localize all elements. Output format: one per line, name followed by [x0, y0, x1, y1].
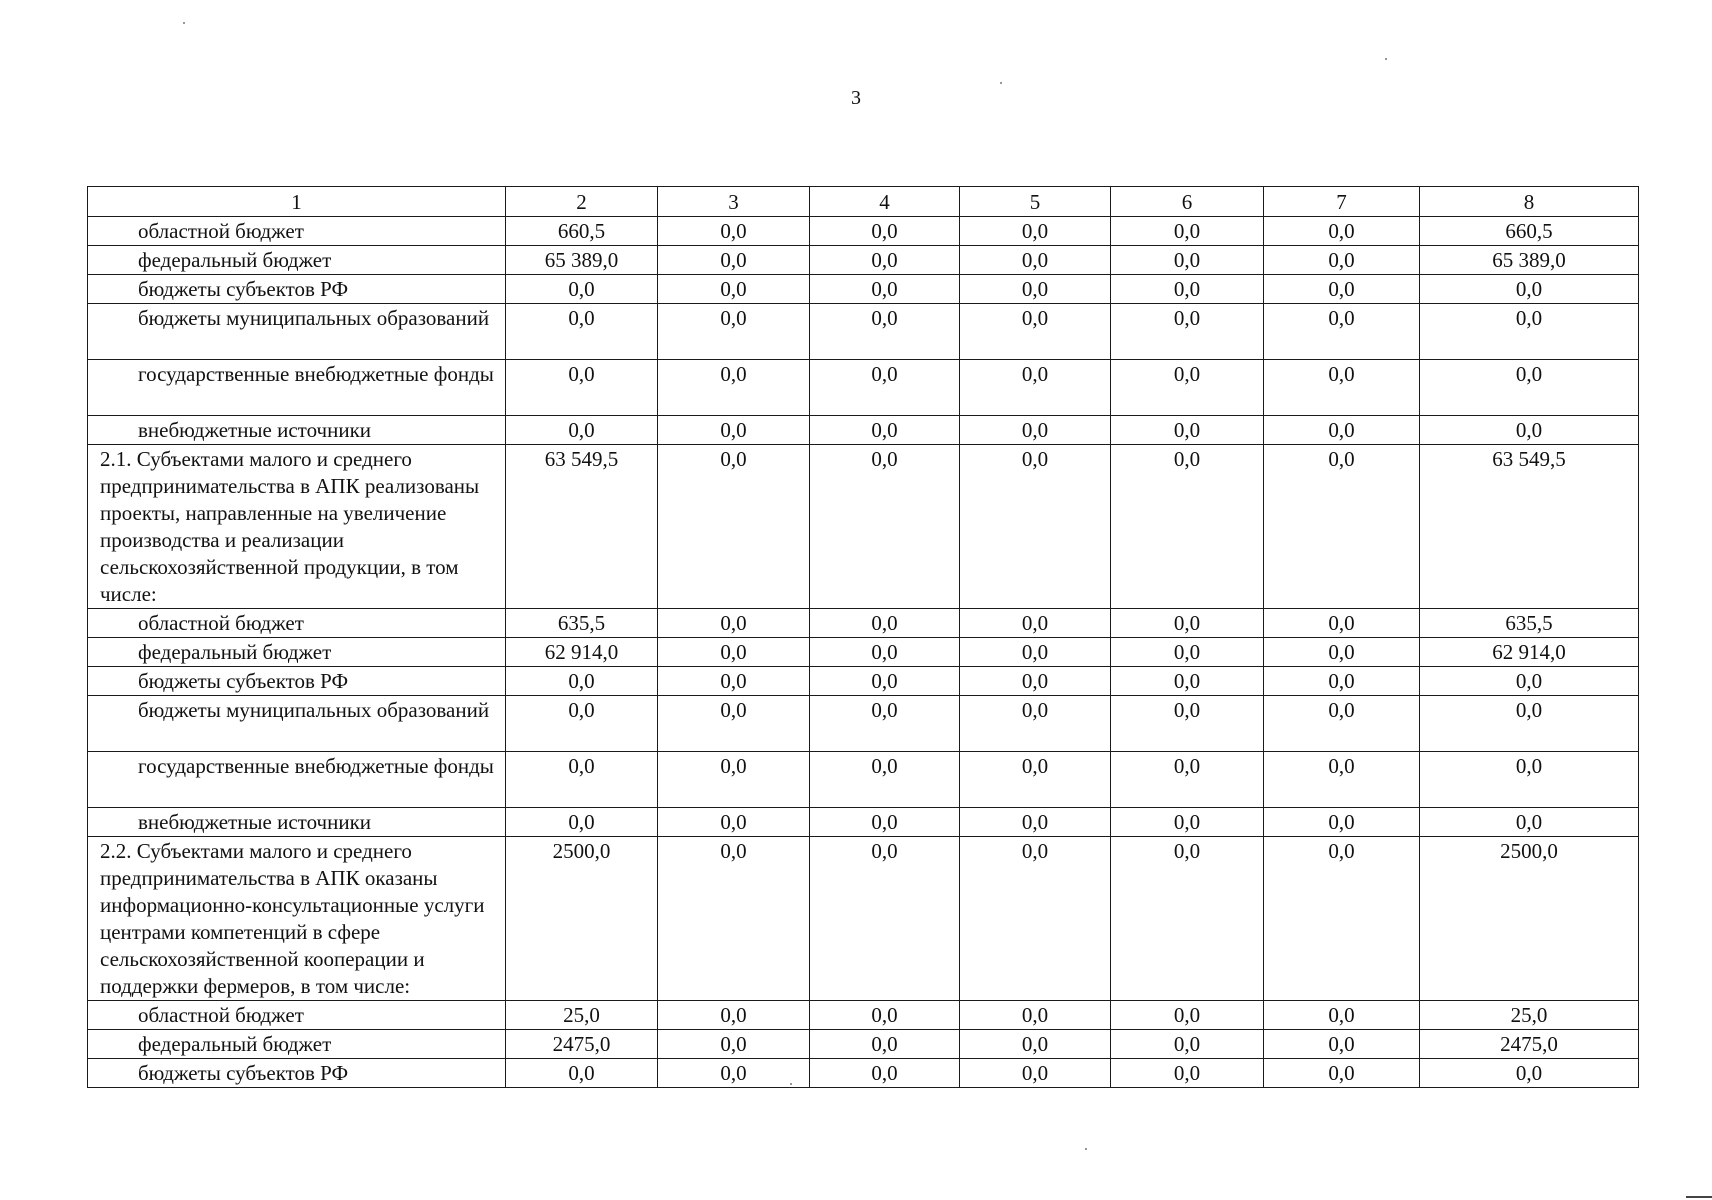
indicator-label: 2.1. Субъектами малого и среднего предпринимательства в АПК реализованы проекты, направленные на увеличение производства и реализации сельскохозяйственной продукции, в том числе: [88, 445, 506, 609]
budget-source-row [88, 667, 1639, 696]
value-cell: 0,0 [1420, 808, 1639, 837]
budget-source-row [88, 752, 1639, 808]
value-cell: 2475,0 [1420, 1030, 1639, 1059]
scan-speck [790, 1083, 792, 1085]
value-cell: 0,0 [1420, 360, 1639, 416]
value-cell: 0,0 [1264, 752, 1420, 808]
scan-speck [1385, 58, 1387, 60]
value-cell: 0,0 [658, 638, 810, 667]
scan-speck [1085, 1148, 1087, 1150]
value-cell: 0,0 [658, 416, 810, 445]
budget-source-label: федеральный бюджет [88, 246, 506, 275]
budget-source-row [88, 304, 1639, 360]
scan-edge-mark [1686, 1196, 1712, 1198]
value-cell: 0,0 [658, 1001, 810, 1030]
value-cell: 0,0 [1111, 837, 1264, 1001]
value-cell: 0,0 [960, 275, 1111, 304]
value-cell: 0,0 [1420, 304, 1639, 360]
budget-source-label: областной бюджет [88, 1001, 506, 1030]
value-cell: 25,0 [506, 1001, 658, 1030]
budget-source-label: бюджеты муниципальных образований [88, 304, 506, 360]
value-cell: 0,0 [1264, 609, 1420, 638]
budget-source-label: государственные внебюджетные фонды [88, 752, 506, 808]
value-cell: 0,0 [1420, 696, 1639, 752]
value-cell: 0,0 [506, 416, 658, 445]
value-cell: 0,0 [658, 246, 810, 275]
value-cell: 0,0 [1264, 1001, 1420, 1030]
indicator-row [88, 837, 1639, 1001]
budget-source-label: внебюджетные источники [88, 808, 506, 837]
indicator-label: 2.2. Субъектами малого и среднего предпринимательства в АПК оказаны информационно-консультационные услуги центрами компетенций в сфере сельскохозяйственной кооперации и поддержки фермеров, в том числе: [88, 837, 506, 1001]
value-cell: 0,0 [810, 667, 960, 696]
value-cell: 62 914,0 [506, 638, 658, 667]
value-cell: 0,0 [810, 808, 960, 837]
value-cell: 0,0 [1111, 1001, 1264, 1030]
value-cell: 0,0 [1111, 609, 1264, 638]
value-cell: 0,0 [810, 416, 960, 445]
value-cell: 0,0 [960, 1001, 1111, 1030]
value-cell: 0,0 [1111, 1030, 1264, 1059]
budget-source-row [88, 609, 1639, 638]
value-cell: 0,0 [810, 696, 960, 752]
value-cell: 0,0 [506, 667, 658, 696]
value-cell: 0,0 [1111, 752, 1264, 808]
value-cell: 0,0 [1111, 275, 1264, 304]
value-cell: 63 549,5 [1420, 445, 1639, 609]
value-cell: 0,0 [658, 445, 810, 609]
value-cell: 0,0 [1111, 667, 1264, 696]
value-cell: 0,0 [658, 304, 810, 360]
value-cell: 0,0 [658, 360, 810, 416]
budget-source-label: областной бюджет [88, 217, 506, 246]
value-cell: 0,0 [1420, 1059, 1639, 1088]
budget-source-row [88, 638, 1639, 667]
value-cell: 0,0 [506, 304, 658, 360]
value-cell: 0,0 [658, 667, 810, 696]
budget-source-label: федеральный бюджет [88, 1030, 506, 1059]
budget-source-row [88, 1030, 1639, 1059]
value-cell: 0,0 [1111, 638, 1264, 667]
value-cell: 0,0 [658, 808, 810, 837]
value-cell: 0,0 [1264, 246, 1420, 275]
budget-source-label: областной бюджет [88, 609, 506, 638]
value-cell: 0,0 [960, 360, 1111, 416]
value-cell: 0,0 [1264, 416, 1420, 445]
value-cell: 0,0 [960, 445, 1111, 609]
value-cell: 0,0 [506, 752, 658, 808]
value-cell: 635,5 [1420, 609, 1639, 638]
value-cell: 2475,0 [506, 1030, 658, 1059]
value-cell: 0,0 [658, 275, 810, 304]
column-header: 6 [1111, 187, 1264, 217]
value-cell: 0,0 [658, 752, 810, 808]
value-cell: 0,0 [1111, 304, 1264, 360]
value-cell: 0,0 [960, 304, 1111, 360]
value-cell: 25,0 [1420, 1001, 1639, 1030]
value-cell: 0,0 [1111, 360, 1264, 416]
value-cell: 0,0 [1264, 304, 1420, 360]
value-cell: 0,0 [1111, 696, 1264, 752]
value-cell: 0,0 [960, 837, 1111, 1001]
value-cell: 0,0 [506, 1059, 658, 1088]
value-cell: 0,0 [960, 416, 1111, 445]
value-cell: 0,0 [658, 217, 810, 246]
value-cell: 0,0 [1264, 638, 1420, 667]
value-cell: 0,0 [1264, 1030, 1420, 1059]
budget-source-label: бюджеты субъектов РФ [88, 275, 506, 304]
value-cell: 0,0 [1111, 416, 1264, 445]
value-cell: 0,0 [810, 1059, 960, 1088]
value-cell: 0,0 [1264, 696, 1420, 752]
budget-source-label: государственные внебюджетные фонды [88, 360, 506, 416]
value-cell: 0,0 [1111, 445, 1264, 609]
value-cell: 0,0 [810, 275, 960, 304]
value-cell: 0,0 [506, 808, 658, 837]
value-cell: 0,0 [960, 808, 1111, 837]
column-number-row [88, 187, 1639, 217]
value-cell: 0,0 [506, 696, 658, 752]
value-cell: 0,0 [810, 1001, 960, 1030]
table-body [88, 217, 1639, 1088]
value-cell: 0,0 [658, 609, 810, 638]
value-cell: 0,0 [960, 217, 1111, 246]
value-cell: 0,0 [1264, 1059, 1420, 1088]
budget-source-row [88, 808, 1639, 837]
indicator-row [88, 445, 1639, 609]
value-cell: 0,0 [810, 445, 960, 609]
value-cell: 0,0 [1420, 416, 1639, 445]
value-cell: 0,0 [810, 752, 960, 808]
value-cell: 0,0 [658, 1030, 810, 1059]
value-cell: 0,0 [658, 837, 810, 1001]
value-cell: 2500,0 [506, 837, 658, 1001]
value-cell: 0,0 [1111, 217, 1264, 246]
column-header: 8 [1420, 187, 1639, 217]
value-cell: 0,0 [960, 1030, 1111, 1059]
budget-source-label: бюджеты муниципальных образований [88, 696, 506, 752]
value-cell: 0,0 [506, 275, 658, 304]
budget-table [87, 186, 1639, 1088]
value-cell: 0,0 [810, 1030, 960, 1059]
value-cell: 0,0 [960, 752, 1111, 808]
scan-speck [183, 22, 185, 24]
budget-source-label: бюджеты субъектов РФ [88, 667, 506, 696]
value-cell: 0,0 [960, 609, 1111, 638]
column-header: 2 [506, 187, 658, 217]
value-cell: 660,5 [1420, 217, 1639, 246]
value-cell: 635,5 [506, 609, 658, 638]
budget-source-label: федеральный бюджет [88, 638, 506, 667]
value-cell: 65 389,0 [506, 246, 658, 275]
value-cell: 0,0 [960, 667, 1111, 696]
budget-source-label: бюджеты субъектов РФ [88, 1059, 506, 1088]
budget-source-row [88, 360, 1639, 416]
budget-source-label: внебюджетные источники [88, 416, 506, 445]
value-cell: 0,0 [658, 1059, 810, 1088]
value-cell: 0,0 [960, 246, 1111, 275]
value-cell: 0,0 [960, 1059, 1111, 1088]
value-cell: 2500,0 [1420, 837, 1639, 1001]
value-cell: 0,0 [1111, 246, 1264, 275]
value-cell: 0,0 [1420, 752, 1639, 808]
value-cell: 0,0 [810, 217, 960, 246]
value-cell: 0,0 [960, 638, 1111, 667]
budget-source-row [88, 275, 1639, 304]
budget-source-row [88, 416, 1639, 445]
value-cell: 0,0 [1264, 808, 1420, 837]
value-cell: 0,0 [1111, 1059, 1264, 1088]
value-cell: 0,0 [810, 638, 960, 667]
budget-source-row [88, 217, 1639, 246]
value-cell: 0,0 [1264, 667, 1420, 696]
value-cell: 0,0 [506, 360, 658, 416]
value-cell: 0,0 [658, 696, 810, 752]
value-cell: 63 549,5 [506, 445, 658, 609]
value-cell: 0,0 [1420, 275, 1639, 304]
value-cell: 0,0 [1264, 360, 1420, 416]
budget-source-row [88, 1001, 1639, 1030]
value-cell: 0,0 [810, 304, 960, 360]
value-cell: 0,0 [1264, 445, 1420, 609]
value-cell: 0,0 [810, 246, 960, 275]
value-cell: 65 389,0 [1420, 246, 1639, 275]
value-cell: 0,0 [1264, 217, 1420, 246]
budget-source-row [88, 246, 1639, 275]
value-cell: 0,0 [1111, 808, 1264, 837]
page-number: 3 [851, 87, 861, 109]
column-header: 5 [960, 187, 1111, 217]
column-header: 1 [88, 187, 506, 217]
value-cell: 660,5 [506, 217, 658, 246]
scan-speck [1000, 82, 1002, 84]
value-cell: 62 914,0 [1420, 638, 1639, 667]
column-header: 3 [658, 187, 810, 217]
value-cell: 0,0 [960, 696, 1111, 752]
column-header: 4 [810, 187, 960, 217]
value-cell: 0,0 [1264, 275, 1420, 304]
value-cell: 0,0 [1420, 667, 1639, 696]
budget-source-row [88, 696, 1639, 752]
value-cell: 0,0 [810, 360, 960, 416]
value-cell: 0,0 [1264, 837, 1420, 1001]
column-header: 7 [1264, 187, 1420, 217]
budget-source-row [88, 1059, 1639, 1088]
value-cell: 0,0 [810, 837, 960, 1001]
value-cell: 0,0 [810, 609, 960, 638]
